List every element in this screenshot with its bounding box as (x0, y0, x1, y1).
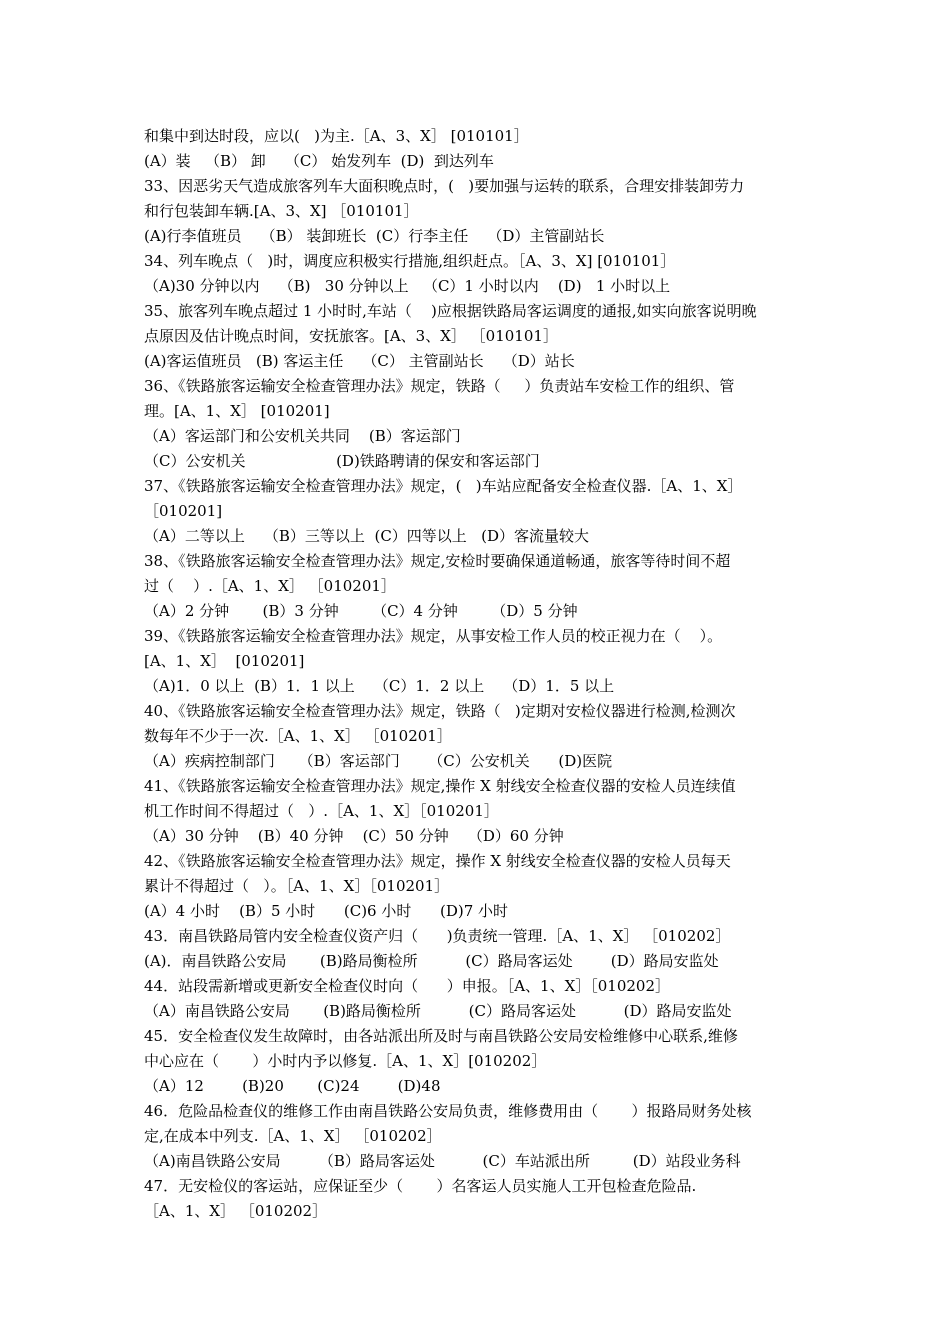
text-line: (A)行李值班员 （B） 装卸班长 (C）行李主任 （D）主管副站长 (144, 227, 605, 245)
text-line: 36、《铁路旅客运输安全检查管理办法》规定，铁路（ ）负责站车安检工作的组织、管 (144, 377, 735, 395)
text-line: 理。[A、1、X］ [010201] (144, 402, 330, 420)
text-line: （A)30 分钟以内 （B) 30 分钟以上 （C）1 小时以内 (D) 1 小时以上 (144, 277, 671, 295)
text-line: [A、1、X］ [010201] (144, 652, 305, 670)
text-line: (A）4 小时 (B）5 小时 (C)6 小时 (D)7 小时 (144, 902, 509, 920)
text-line: 44．站段需新增或更新安全检查仪时向（ ）申报。［A、1、X］［010202］ (144, 977, 671, 995)
text-line: （A)南昌铁路公安局 （B）路局客运处 (C）车站派出所 (D）站段业务科 (144, 1152, 741, 1170)
text-line: 42、《铁路旅客运输安全检查管理办法》规定，操作 X 射线安全检查仪器的安检人员每天 (144, 852, 731, 870)
text-line: ［A、1、X］ ［010202］ (144, 1202, 328, 1220)
text-line: 43．南昌铁路局管内安全检查仪资产归（ )负责统一管理.［A、1、X］ ［010202］ (144, 927, 731, 945)
text-line: （A）疾病控制部门 （B）客运部门 （C）公安机关 (D)医院 (144, 752, 613, 770)
text-line: 34、列车晚点（ )时，调度应积极实行措施,组织赶点。［A、3、X] [010101］ (144, 252, 676, 270)
text-line: 中心应在（ ）小时内予以修复.［A、1、X］[010202］ (144, 1052, 547, 1070)
text-line: 37、《铁路旅客运输安全检查管理办法》规定，( )车站应配备安全检查仪器.［A、1、X］ (144, 477, 743, 495)
text-line: 38、《铁路旅客运输安全检查管理办法》规定,安检时要确保通道畅通，旅客等待时间不超 (144, 552, 731, 570)
text-line: （A）南昌铁路公安局 (B)路局衡检所 (C）路局客运处 (D）路局安监处 (144, 1002, 732, 1020)
text-line: 数每年不少于一次.［A、1、X］ ［010201］ (144, 727, 452, 745)
text-line: (A)客运值班员 (B) 客运主任 （C） 主管副站长 （D）站长 (144, 352, 575, 370)
text-line: （A）客运部门和公安机关共同 (B）客运部门 (144, 427, 461, 445)
text-line: 45．安全检查仪发生故障时，由各站派出所及时与南昌铁路公安局安检维修中心联系,维修 (144, 1027, 738, 1045)
text-line: 33、因恶劣天气造成旅客列车大面积晚点时，( )要加强与运转的联系，合理安排装卸劳力 (144, 177, 745, 195)
text-line: 35、旅客列车晚点超过 1 小时时,车站（ )应根据铁路局客运调度的通报,如实向旅客说明晚 (144, 302, 757, 320)
text-line: （C）公安机关 (D)铁路聘请的保安和客运部门 (144, 452, 540, 470)
text-line: 41、《铁路旅客运输安全检查管理办法》规定,操作 X 射线安全检查仪器的安检人员连续值 (144, 777, 736, 795)
text-line: （A）二等以上 （B）三等以上 (C）四等以上 (D）客流量较大 (144, 527, 589, 545)
text-line: (A）装 （B） 卸 （C） 始发列车 (D) 到达列车 (144, 152, 494, 170)
document-page (144, 124, 814, 1224)
text-line: (A)．南昌铁路公安局 (B)路局衡检所 (C）路局客运处 (D）路局安监处 (144, 952, 719, 970)
text-line: 点原因及估计晚点时间，安抚旅客。[A、3、X］ ［010101］ (144, 327, 558, 345)
text-line: 和集中到达时段，应以( )为主.［A、3、X］ [010101］ (144, 127, 529, 145)
text-line: 46．危险品检查仪的维修工作由南昌铁路公安局负责，维修费用由（ ）报路局财务处核 (144, 1102, 752, 1120)
text-line: ［010201] (144, 502, 223, 520)
text-line: （A）30 分钟 (B）40 分钟 (C）50 分钟 （D）60 分钟 (144, 827, 564, 845)
text-line: 40、《铁路旅客运输安全检查管理办法》规定，铁路（ )定期对安检仪器进行检测,检测次 (144, 702, 736, 720)
text-line: 过（ ）.［A、1、X］ ［010201］ (144, 577, 396, 595)
text-line: 累计不得超过（ ）。［A、1、X］［010201］ (144, 877, 450, 895)
text-line: 定,在成本中列支.［A、1、X］ ［010202］ (144, 1127, 442, 1145)
text-line: 和行包装卸车辆.[A、3、X] ［010101］ (144, 202, 419, 220)
text-line: （A）12 (B)20 (C)24 (D)48 (144, 1077, 441, 1095)
text-line: 39、《铁路旅客运输安全检查管理办法》规定，从事安检工作人员的校正视力在（ ）。 (144, 627, 723, 645)
text-line: （A)1．0 以上 (B）1．1 以上 （C）1．2 以上 （D）1．5 以上 (144, 677, 615, 695)
text-line: 机工作时间不得超过（ ）.［A、1、X］［010201］ (144, 802, 499, 820)
text-line: （A）2 分钟 (B）3 分钟 （C）4 分钟 （D）5 分钟 (144, 602, 578, 620)
text-line: 47．无安检仪的客运站，应保证至少（ ）名客运人员实施人工开包检查危险品. (144, 1177, 697, 1195)
